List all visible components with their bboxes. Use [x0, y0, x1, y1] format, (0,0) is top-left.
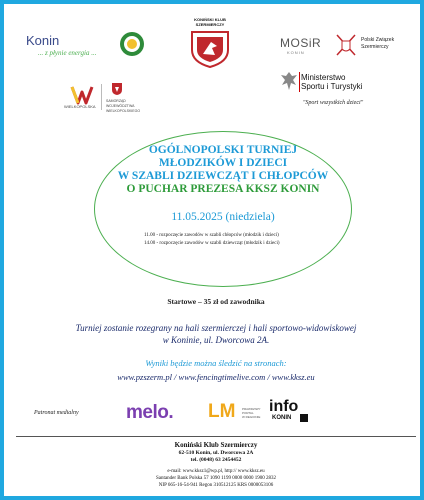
club-contact[interactable]: e-mail: www.kksz1@wp.pl, http:// www.kksz.eu: [167, 469, 265, 474]
logo-divider: [101, 84, 102, 110]
entry-fee: Startowe – 35 zł od zawodnika: [167, 297, 265, 306]
media-patron-label: Patronat medialny: [34, 410, 79, 416]
title-line: MŁODZIKÓW I DZIECI: [158, 157, 288, 169]
event-title: [94, 144, 352, 196]
ministry-line-1: Ministerstwo: [301, 73, 346, 82]
venue-line: w Koninie, ul. Dworcowa 2A.: [162, 335, 270, 345]
lm-tagline: [242, 407, 261, 419]
venue-line: Turniej zostanie rozegrany na hali szermierczej i hali sportowo-widowiskowej: [75, 323, 357, 333]
title-line: OGÓLNOPOLSKI TURNIEJ: [148, 144, 298, 156]
ministry-line-2: Sportu i Turystyki: [301, 82, 363, 91]
coat-of-arms-icon: [111, 82, 123, 96]
ministry-label: [301, 73, 362, 91]
klub-label: KONIŃSKI KLUB SZERMIERCZY: [194, 17, 226, 27]
pzs-label: Polski Związek Szermierczy: [361, 37, 395, 50]
club-address: 62-510 Konin, ul. Dworcowa 2A: [178, 450, 254, 456]
mosir-sub: KONIN: [287, 50, 305, 55]
results-info: [4, 356, 424, 384]
event-date: 11.05.2025 (niedziela): [171, 211, 275, 223]
schedule-item: 11.00 - rozpoczęcie zawodów w szabli chłopców (młodzik i dzieci): [144, 233, 279, 238]
konin-tagline: ... z płynie energia ...: [38, 49, 97, 57]
schedule: [144, 232, 280, 248]
lm-tagline-line: PORTAL: [242, 411, 254, 415]
club-ids: NIP 665-16-54-941 Regon 310512125 KRS 0000053106: [158, 483, 274, 488]
fencing-association-icon: [334, 31, 358, 59]
samorzad-label: SAMORZĄD WOJEWÓDZTWA WIELKOPOLSKIEGO: [106, 99, 141, 113]
schedule-item: 14.00 - rozpoczęcie zawodów w szabli dziewcząt (młodzik i dzieci): [144, 241, 280, 246]
lm-tagline-line: PRAWDZIWY: [242, 407, 261, 411]
eagle-icon: [280, 70, 298, 92]
wielkopolska-label: WIELKOPOLSKA: [64, 104, 96, 109]
results-links[interactable]: www.pzszerm.pl / www.fencingtimelive.com / www.kksz.eu: [117, 372, 315, 382]
lm-logo: LM: [208, 401, 236, 422]
club-badge-icon: [119, 31, 145, 57]
lm-tagline-line: W REGIONIE: [242, 415, 261, 419]
mosir-logo: MOSiR: [280, 36, 322, 50]
club-bank: Santander Bank Polska 57 1090 1199 0000 0000 1900 2832: [156, 476, 276, 481]
info-square-icon: [300, 414, 308, 422]
title-line: W SZABLI DZIEWCZĄT I CHŁOPCÓW: [117, 170, 329, 182]
konin-logo: Konin: [26, 33, 60, 48]
cup-line: O PUCHAR PREZESA KKSZ KONIN: [126, 183, 320, 195]
ministry-bar: [299, 72, 300, 92]
venue-info: [4, 322, 424, 346]
melo-logo: melo.: [126, 402, 174, 423]
club-phone: tel. (0048) 63 2454452: [190, 457, 242, 463]
info-konin-logo: info: [269, 398, 299, 415]
footer: [4, 441, 424, 489]
ministry-slogan: "Sport wszystkich dzieci": [302, 100, 364, 106]
footer-divider: [16, 436, 416, 437]
club-name: Koniński Klub Szermierczy: [174, 441, 258, 449]
info-konin-sub: KONIN: [272, 415, 292, 421]
klub-shield-icon: [187, 24, 233, 68]
results-line: Wyniki będzie można śledzić na stronach:: [145, 358, 287, 368]
